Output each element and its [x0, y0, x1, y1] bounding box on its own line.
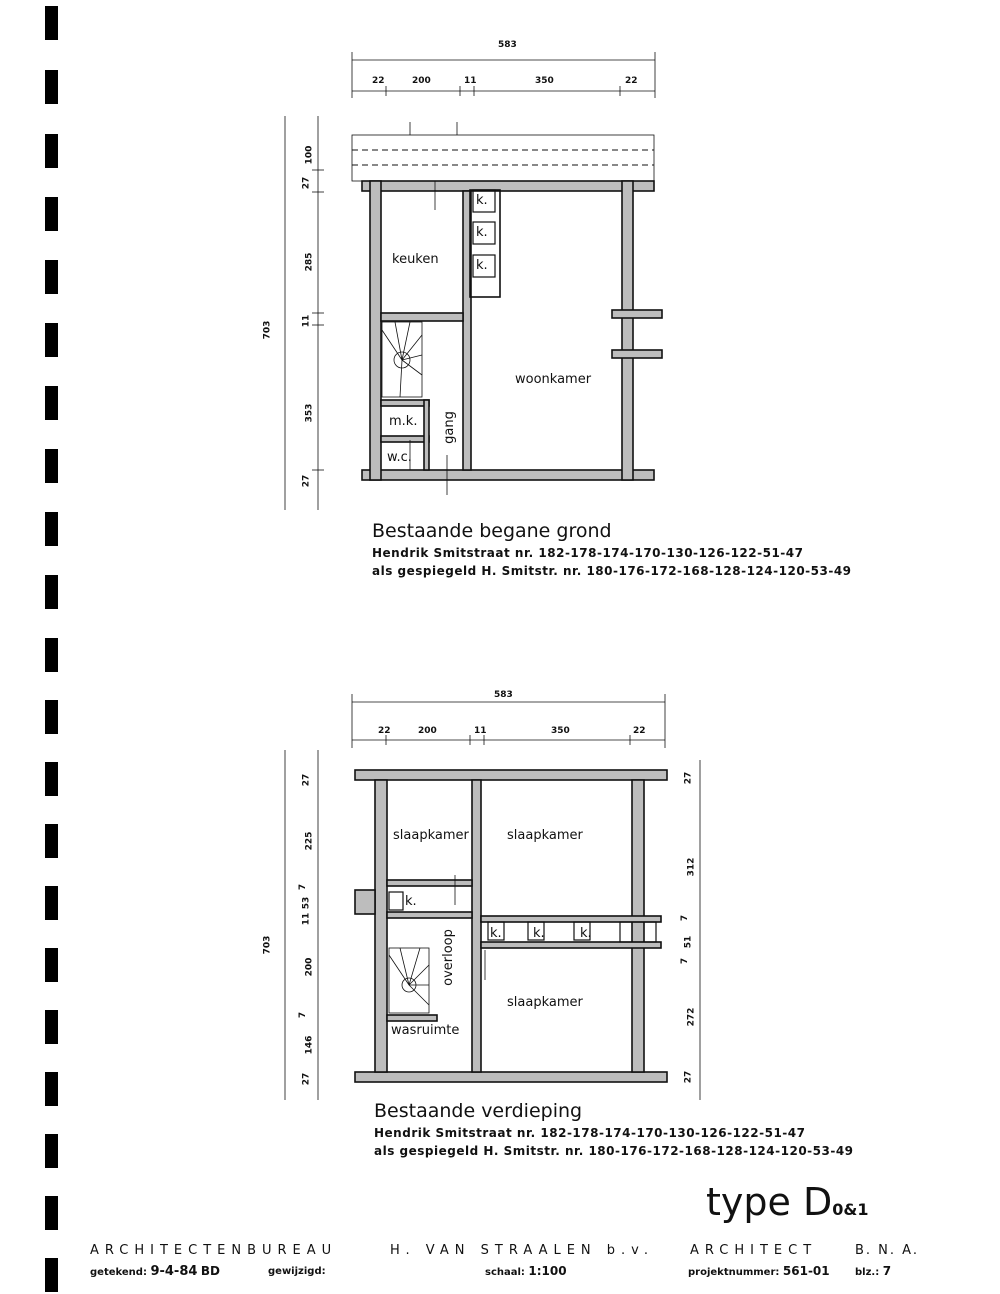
dim-right-seg: 7 [680, 914, 691, 922]
staircase [382, 322, 422, 397]
dim-right-seg: 272 [686, 1007, 697, 1027]
dim-left-seg: 200 [304, 957, 315, 977]
dim-left-seg: 53 [301, 896, 312, 910]
dim-left-seg: 27 [301, 176, 312, 190]
room-gang: gang [441, 411, 457, 444]
schaal-label: schaal: [485, 1267, 525, 1278]
dim-right-seg: 312 [686, 857, 697, 877]
firm-name: H. VAN STRAALEN b.v. [390, 1243, 654, 1258]
room-slaapkamer-front: slaapkamer [507, 828, 583, 843]
staircase-upper [389, 948, 429, 1013]
garden-paving [352, 122, 654, 181]
bna: B. N. A. [855, 1243, 919, 1258]
blz-value: 7 [882, 1264, 892, 1278]
blz-label: blz.: [855, 1267, 880, 1278]
dim-top-seg: 22 [633, 726, 646, 736]
dim-right-seg: 27 [683, 771, 694, 785]
schaal-field [485, 1264, 567, 1278]
plan2-title: Bestaande verdieping [374, 1100, 583, 1122]
dim-total-top: 583 [498, 40, 517, 50]
room-keuken: keuken [392, 252, 439, 267]
dim-total-top: 583 [494, 690, 513, 700]
dim-right-seg: 27 [683, 1070, 694, 1084]
room-woonkamer: woonkamer [515, 372, 592, 387]
getekend-field [90, 1264, 220, 1279]
office-name: ARCHITECTENBUREAU [90, 1243, 338, 1258]
getekend-initials: BD [200, 1264, 221, 1278]
flue-label: k. [405, 894, 417, 909]
room-wasruimte: wasruimte [391, 1023, 460, 1038]
dim-top-seg: 350 [535, 76, 554, 86]
dim-left-seg: 11 [301, 912, 312, 926]
dim-top-seg: 11 [464, 76, 477, 86]
flue-label: k. [476, 225, 488, 240]
dim-top-seg: 350 [551, 726, 570, 736]
dim-left-seg: 27 [301, 1072, 312, 1086]
dim-top-seg: 200 [412, 76, 431, 86]
flue-label: k. [476, 193, 488, 208]
dim-top-seg: 22 [625, 76, 638, 86]
type-sub: 0&1 [832, 1200, 869, 1219]
dim-left-seg: 27 [301, 474, 312, 488]
dim-left-seg: 27 [301, 773, 312, 787]
flue-label: k. [476, 258, 488, 273]
room-slaapkamer-small: slaapkamer [393, 828, 469, 843]
dim-top-seg: 200 [418, 726, 437, 736]
projekt-value: 561-01 [782, 1264, 830, 1278]
dim-left-seg: 225 [304, 831, 315, 851]
dim-top-seg: 11 [474, 726, 487, 736]
type-label [706, 1180, 868, 1224]
projekt-field [688, 1264, 830, 1278]
blz-field [855, 1264, 891, 1278]
getekend-date: 9-4-84 [150, 1264, 198, 1279]
dim-left-seg: 146 [304, 1035, 315, 1055]
upper-floor-drawing [0, 680, 1000, 1110]
type-main: type D [706, 1180, 833, 1224]
dim-total-left: 703 [262, 320, 273, 340]
flue-label: k. [490, 926, 502, 941]
dim-left-seg: 100 [304, 145, 315, 165]
room-wc: w.c. [387, 450, 412, 465]
dim-left-seg: 353 [304, 403, 315, 423]
dim-left-seg: 285 [304, 252, 315, 272]
dim-left-seg: 7 [298, 883, 309, 891]
schaal-value: 1:100 [528, 1264, 567, 1278]
plan2-address: Hendrik Smitstraat nr. 182-178-174-170-130-126-122-51-47 [374, 1126, 806, 1140]
flue-label: k. [580, 926, 592, 941]
dim-top-seg: 22 [378, 726, 391, 736]
gewijzigd-field: gewijzigd: [268, 1266, 326, 1277]
plan1-address: Hendrik Smitstraat nr. 182-178-174-170-130-126-122-51-47 [372, 546, 804, 560]
plan2-mirrored: als gespiegeld H. Smitstr. nr. 180-176-172-168-128-124-120-53-49 [374, 1144, 854, 1158]
dim-total-left: 703 [262, 935, 273, 955]
dim-right-seg: 51 [683, 935, 694, 949]
room-slaapkamer-back: slaapkamer [507, 995, 583, 1010]
getekend-label: getekend: [90, 1267, 147, 1278]
role: ARCHITECT [690, 1243, 818, 1258]
room-meterkast: m.k. [389, 414, 418, 429]
plan1-mirrored: als gespiegeld H. Smitstr. nr. 180-176-172-168-128-124-120-53-49 [372, 564, 852, 578]
room-overloop: overloop [440, 929, 456, 986]
flue-label: k. [533, 926, 545, 941]
dim-left-seg: 11 [301, 314, 312, 328]
dim-right-seg: 7 [680, 957, 691, 965]
dim-top-seg: 22 [372, 76, 385, 86]
plan1-title: Bestaande begane grond [372, 520, 612, 542]
projekt-label: projektnummer: [688, 1267, 780, 1278]
dim-left-seg: 7 [298, 1011, 309, 1019]
